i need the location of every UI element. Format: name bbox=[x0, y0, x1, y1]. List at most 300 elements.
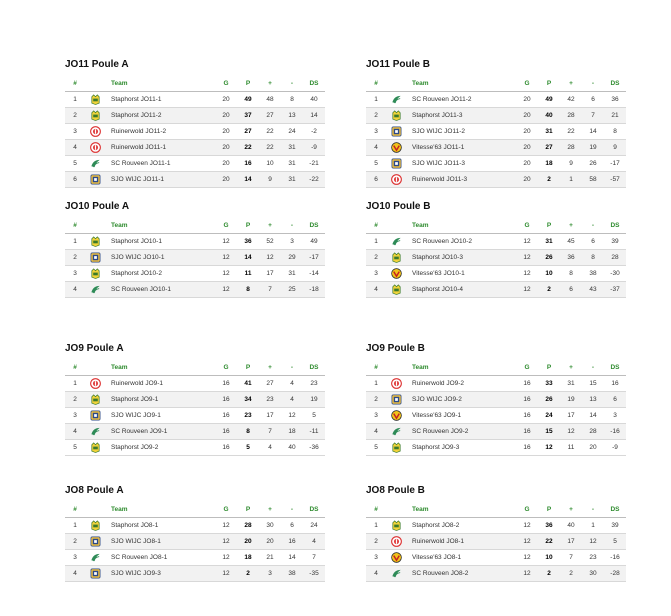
ruinerwold-icon bbox=[391, 536, 402, 547]
ruinerwold-icon bbox=[90, 142, 101, 153]
goals-for: 27 bbox=[259, 107, 281, 123]
table-row[interactable] bbox=[366, 391, 626, 407]
points: 14 bbox=[237, 249, 259, 265]
table-row[interactable] bbox=[65, 265, 325, 281]
goals-against: 31 bbox=[281, 265, 303, 281]
team-name[interactable]: SC Rouveen JO10-2 bbox=[406, 233, 516, 249]
points: 2 bbox=[538, 171, 560, 187]
poule-jo9-poule-a bbox=[65, 342, 323, 484]
games-played: 20 bbox=[215, 107, 237, 123]
table-row[interactable] bbox=[366, 139, 626, 155]
team-name[interactable]: SJO WIJC JO8-1 bbox=[105, 533, 215, 549]
header-ds: DS bbox=[604, 76, 626, 91]
table-row[interactable] bbox=[366, 265, 626, 281]
games-played: 20 bbox=[215, 123, 237, 139]
header-minus: - bbox=[281, 76, 303, 91]
team-name[interactable]: Staphorst JO10-4 bbox=[406, 281, 516, 297]
header-team: Team bbox=[105, 218, 215, 233]
points: 2 bbox=[538, 565, 560, 581]
table-row[interactable] bbox=[65, 375, 325, 391]
table-row[interactable] bbox=[366, 423, 626, 439]
games-played: 20 bbox=[215, 91, 237, 107]
vitesse-icon bbox=[391, 268, 402, 279]
games-played: 16 bbox=[215, 407, 237, 423]
team-name[interactable]: Staphorst JO11-1 bbox=[105, 91, 215, 107]
goals-against: 14 bbox=[582, 407, 604, 423]
poule-title: JO11 Poule B bbox=[366, 59, 430, 70]
games-played: 16 bbox=[516, 423, 538, 439]
team-name[interactable]: SC Rouveen JO9-1 bbox=[105, 423, 215, 439]
goals-against: 6 bbox=[582, 233, 604, 249]
header-g: G bbox=[516, 76, 538, 91]
row-position: 2 bbox=[65, 391, 85, 407]
club-logo-cell bbox=[85, 107, 105, 123]
header-plus: + bbox=[560, 218, 582, 233]
header-ds: DS bbox=[303, 502, 325, 517]
poule-jo9-poule-b bbox=[366, 342, 624, 484]
points: 31 bbox=[538, 123, 560, 139]
team-name[interactable]: Staphorst JO11-3 bbox=[406, 107, 516, 123]
goal-difference: -28 bbox=[604, 565, 626, 581]
games-played: 12 bbox=[215, 549, 237, 565]
table-row[interactable] bbox=[65, 233, 325, 249]
games-played: 12 bbox=[215, 265, 237, 281]
team-name[interactable]: SJO WIJC JO11-2 bbox=[406, 123, 516, 139]
team-name[interactable]: SJO WIJC JO9-1 bbox=[105, 407, 215, 423]
goals-against: 26 bbox=[582, 155, 604, 171]
goals-for: 12 bbox=[259, 249, 281, 265]
staphorst-icon bbox=[90, 110, 101, 121]
header-pos: # bbox=[366, 360, 386, 375]
staphorst-icon bbox=[90, 94, 101, 105]
header-row bbox=[65, 360, 325, 375]
goals-against: 15 bbox=[582, 375, 604, 391]
games-played: 16 bbox=[215, 391, 237, 407]
games-played: 12 bbox=[516, 249, 538, 265]
team-name[interactable]: Ruinerwold JO11-2 bbox=[105, 123, 215, 139]
table-row[interactable] bbox=[65, 423, 325, 439]
table-row[interactable] bbox=[366, 533, 626, 549]
header-team: Team bbox=[105, 360, 215, 375]
table-row[interactable] bbox=[65, 407, 325, 423]
table-row[interactable] bbox=[65, 107, 325, 123]
goals-for: 17 bbox=[259, 265, 281, 281]
goals-against: 19 bbox=[582, 139, 604, 155]
club-logo-cell bbox=[386, 391, 406, 407]
team-name[interactable]: Ruinerwold JO8-1 bbox=[406, 533, 516, 549]
goals-for: 22 bbox=[259, 139, 281, 155]
table-row[interactable] bbox=[65, 123, 325, 139]
points: 26 bbox=[538, 249, 560, 265]
goal-difference: -18 bbox=[303, 281, 325, 297]
team-name[interactable]: Ruinerwold JO9-2 bbox=[406, 375, 516, 391]
row-position: 4 bbox=[65, 565, 85, 581]
goals-for: 48 bbox=[259, 91, 281, 107]
goals-against: 14 bbox=[281, 549, 303, 565]
games-played: 12 bbox=[215, 281, 237, 297]
header-g: G bbox=[215, 76, 237, 91]
goals-against: 7 bbox=[582, 107, 604, 123]
points: 2 bbox=[538, 281, 560, 297]
header-logo bbox=[85, 218, 105, 233]
standings-table bbox=[65, 502, 325, 582]
staphorst-icon bbox=[391, 252, 402, 263]
team-name[interactable]: Ruinerwold JO9-1 bbox=[105, 375, 215, 391]
poule-jo10-poule-a bbox=[65, 200, 323, 342]
goals-for: 7 bbox=[259, 423, 281, 439]
points: 22 bbox=[538, 533, 560, 549]
team-name[interactable]: Staphorst JO9-3 bbox=[406, 439, 516, 455]
points: 36 bbox=[538, 517, 560, 533]
sjo-icon bbox=[391, 126, 402, 137]
table-row[interactable] bbox=[65, 171, 325, 187]
games-played: 12 bbox=[516, 533, 538, 549]
goal-difference: -36 bbox=[303, 439, 325, 455]
row-position: 2 bbox=[366, 107, 386, 123]
rouveen-icon bbox=[90, 158, 101, 169]
row-position: 1 bbox=[366, 517, 386, 533]
row-position: 6 bbox=[65, 171, 85, 187]
goals-for: 12 bbox=[560, 423, 582, 439]
goal-difference: 19 bbox=[303, 391, 325, 407]
team-name[interactable]: SC Rouveen JO11-2 bbox=[406, 91, 516, 107]
goals-for: 27 bbox=[259, 375, 281, 391]
points: 23 bbox=[237, 407, 259, 423]
team-name[interactable]: Staphorst JO10-3 bbox=[406, 249, 516, 265]
goal-difference: 14 bbox=[303, 107, 325, 123]
table-row[interactable] bbox=[65, 565, 325, 581]
header-g: G bbox=[516, 502, 538, 517]
row-position: 1 bbox=[65, 375, 85, 391]
goals-against: 12 bbox=[582, 533, 604, 549]
staphorst-icon bbox=[391, 110, 402, 121]
header-p: P bbox=[538, 360, 560, 375]
club-logo-cell bbox=[85, 265, 105, 281]
goals-against: 38 bbox=[281, 565, 303, 581]
header-logo bbox=[386, 502, 406, 517]
goals-against: 14 bbox=[582, 123, 604, 139]
team-name[interactable]: Staphorst JO8-2 bbox=[406, 517, 516, 533]
rouveen-icon bbox=[391, 94, 402, 105]
table-row[interactable] bbox=[366, 407, 626, 423]
row-position: 3 bbox=[65, 123, 85, 139]
row-position: 5 bbox=[65, 155, 85, 171]
poule-title: JO11 Poule A bbox=[65, 59, 129, 70]
ruinerwold-icon bbox=[391, 174, 402, 185]
table-row[interactable] bbox=[366, 91, 626, 107]
header-logo bbox=[386, 218, 406, 233]
team-name[interactable]: SJO WIJC JO9-3 bbox=[105, 565, 215, 581]
club-logo-cell bbox=[386, 171, 406, 187]
team-name[interactable]: Staphorst JO9-1 bbox=[105, 391, 215, 407]
points: 31 bbox=[538, 233, 560, 249]
goals-for: 42 bbox=[560, 91, 582, 107]
table-row[interactable] bbox=[65, 139, 325, 155]
points: 5 bbox=[237, 439, 259, 455]
club-logo-cell bbox=[386, 533, 406, 549]
goals-against: 31 bbox=[281, 171, 303, 187]
goal-difference: 6 bbox=[604, 391, 626, 407]
goal-difference: 4 bbox=[303, 533, 325, 549]
goals-for: 20 bbox=[259, 533, 281, 549]
points: 36 bbox=[237, 233, 259, 249]
header-minus: - bbox=[281, 360, 303, 375]
header-p: P bbox=[237, 502, 259, 517]
header-ds: DS bbox=[604, 360, 626, 375]
table-row[interactable] bbox=[366, 107, 626, 123]
goals-for: 17 bbox=[560, 533, 582, 549]
team-name[interactable]: SJO WIJC JO9-2 bbox=[406, 391, 516, 407]
goals-against: 30 bbox=[582, 565, 604, 581]
games-played: 16 bbox=[516, 375, 538, 391]
row-position: 4 bbox=[366, 281, 386, 297]
games-played: 12 bbox=[215, 249, 237, 265]
games-played: 20 bbox=[516, 107, 538, 123]
goals-for: 17 bbox=[560, 407, 582, 423]
goal-difference: -21 bbox=[303, 155, 325, 171]
club-logo-cell bbox=[85, 391, 105, 407]
goals-against: 31 bbox=[281, 155, 303, 171]
header-team: Team bbox=[105, 502, 215, 517]
header-pos: # bbox=[65, 76, 85, 91]
table-row[interactable] bbox=[366, 155, 626, 171]
standings-table bbox=[65, 360, 325, 456]
poule-title: JO9 Poule B bbox=[366, 343, 425, 354]
poule-jo8-poule-b bbox=[366, 484, 624, 616]
row-position: 5 bbox=[65, 439, 85, 455]
row-position: 6 bbox=[366, 171, 386, 187]
goal-difference: -30 bbox=[604, 265, 626, 281]
header-plus: + bbox=[560, 76, 582, 91]
goal-difference: -35 bbox=[303, 565, 325, 581]
team-name[interactable]: Staphorst JO10-1 bbox=[105, 233, 215, 249]
team-name[interactable]: Vitesse'63 JO11-1 bbox=[406, 139, 516, 155]
team-name[interactable]: SJO WIJC JO11-3 bbox=[406, 155, 516, 171]
goals-against: 31 bbox=[281, 139, 303, 155]
goals-for: 4 bbox=[259, 439, 281, 455]
table-row[interactable] bbox=[366, 517, 626, 533]
table-row[interactable] bbox=[65, 91, 325, 107]
row-position: 3 bbox=[65, 265, 85, 281]
sjo-icon bbox=[90, 568, 101, 579]
header-ds: DS bbox=[303, 360, 325, 375]
goal-difference: 16 bbox=[604, 375, 626, 391]
club-logo-cell bbox=[85, 281, 105, 297]
games-played: 16 bbox=[215, 423, 237, 439]
staphorst-icon bbox=[90, 520, 101, 531]
team-name[interactable]: Ruinerwold JO11-3 bbox=[406, 171, 516, 187]
team-name[interactable]: Ruinerwold JO11-1 bbox=[105, 139, 215, 155]
games-played: 12 bbox=[516, 281, 538, 297]
table-row[interactable] bbox=[366, 233, 626, 249]
points: 26 bbox=[538, 391, 560, 407]
goal-difference: 5 bbox=[604, 533, 626, 549]
team-name[interactable]: Staphorst JO8-1 bbox=[105, 517, 215, 533]
staphorst-icon bbox=[391, 442, 402, 453]
vitesse-icon bbox=[391, 410, 402, 421]
rouveen-icon bbox=[90, 284, 101, 295]
standings-table bbox=[366, 360, 626, 456]
goals-for: 3 bbox=[259, 565, 281, 581]
header-minus: - bbox=[582, 360, 604, 375]
goals-against: 20 bbox=[582, 439, 604, 455]
games-played: 20 bbox=[516, 155, 538, 171]
header-team: Team bbox=[406, 502, 516, 517]
table-row[interactable] bbox=[65, 439, 325, 455]
poule-jo8-poule-a bbox=[65, 484, 323, 616]
poule-title: JO8 Poule A bbox=[65, 485, 124, 496]
header-team: Team bbox=[406, 218, 516, 233]
goal-difference: 23 bbox=[303, 375, 325, 391]
row-position: 2 bbox=[65, 249, 85, 265]
table-row[interactable] bbox=[65, 155, 325, 171]
games-played: 20 bbox=[516, 139, 538, 155]
games-played: 12 bbox=[215, 533, 237, 549]
games-played: 12 bbox=[516, 265, 538, 281]
poule-jo11-poule-b bbox=[366, 58, 624, 200]
sjo-icon bbox=[391, 394, 402, 405]
table-row[interactable] bbox=[65, 249, 325, 265]
goals-against: 8 bbox=[582, 249, 604, 265]
team-name[interactable]: Vitesse'63 JO10-1 bbox=[406, 265, 516, 281]
table-row[interactable] bbox=[366, 375, 626, 391]
team-name[interactable]: Staphorst JO10-2 bbox=[105, 265, 215, 281]
standings-table bbox=[366, 502, 626, 582]
goals-against: 29 bbox=[281, 249, 303, 265]
club-logo-cell bbox=[386, 517, 406, 533]
staphorst-icon bbox=[90, 442, 101, 453]
team-name[interactable]: SC Rouveen JO10-1 bbox=[105, 281, 215, 297]
vitesse-icon bbox=[391, 142, 402, 153]
team-name[interactable]: Vitesse'63 JO9-1 bbox=[406, 407, 516, 423]
club-logo-cell bbox=[85, 249, 105, 265]
goals-for: 52 bbox=[259, 233, 281, 249]
goal-difference: 49 bbox=[303, 233, 325, 249]
goals-for: 9 bbox=[560, 155, 582, 171]
goals-against: 13 bbox=[281, 107, 303, 123]
goals-against: 38 bbox=[582, 265, 604, 281]
header-minus: - bbox=[582, 218, 604, 233]
header-plus: + bbox=[560, 360, 582, 375]
points: 49 bbox=[538, 91, 560, 107]
goals-for: 31 bbox=[560, 375, 582, 391]
points: 41 bbox=[237, 375, 259, 391]
team-name[interactable]: SC Rouveen JO9-2 bbox=[406, 423, 516, 439]
ruinerwold-icon bbox=[391, 378, 402, 389]
header-ds: DS bbox=[303, 218, 325, 233]
goal-difference: 7 bbox=[303, 549, 325, 565]
club-logo-cell bbox=[386, 249, 406, 265]
goal-difference: 21 bbox=[604, 107, 626, 123]
row-position: 2 bbox=[65, 533, 85, 549]
standings-table bbox=[65, 76, 325, 188]
ruinerwold-icon bbox=[90, 126, 101, 137]
rouveen-icon bbox=[391, 568, 402, 579]
team-name[interactable]: SC Rouveen JO8-1 bbox=[105, 549, 215, 565]
goals-for: 6 bbox=[560, 281, 582, 297]
goal-difference: -9 bbox=[604, 439, 626, 455]
goal-difference: 28 bbox=[604, 249, 626, 265]
games-played: 12 bbox=[516, 549, 538, 565]
points: 37 bbox=[237, 107, 259, 123]
header-logo bbox=[85, 76, 105, 91]
goals-against: 6 bbox=[281, 517, 303, 533]
table-row[interactable] bbox=[366, 549, 626, 565]
table-row[interactable] bbox=[65, 533, 325, 549]
goals-for: 30 bbox=[259, 517, 281, 533]
team-name[interactable]: Staphorst JO11-2 bbox=[105, 107, 215, 123]
table-row[interactable] bbox=[366, 565, 626, 581]
games-played: 16 bbox=[516, 391, 538, 407]
row-position: 3 bbox=[366, 407, 386, 423]
points: 27 bbox=[237, 123, 259, 139]
club-logo-cell bbox=[85, 375, 105, 391]
table-row[interactable] bbox=[65, 517, 325, 533]
table-row[interactable] bbox=[366, 123, 626, 139]
games-played: 12 bbox=[516, 565, 538, 581]
table-row[interactable] bbox=[65, 391, 325, 407]
club-logo-cell bbox=[386, 123, 406, 139]
row-position: 1 bbox=[366, 375, 386, 391]
row-position: 1 bbox=[65, 517, 85, 533]
club-logo-cell bbox=[386, 139, 406, 155]
table-row[interactable] bbox=[366, 249, 626, 265]
team-name[interactable]: SC Rouveen JO8-2 bbox=[406, 565, 516, 581]
goal-difference: 8 bbox=[604, 123, 626, 139]
goals-against: 12 bbox=[281, 407, 303, 423]
club-logo-cell bbox=[85, 233, 105, 249]
table-row[interactable] bbox=[65, 281, 325, 297]
header-p: P bbox=[538, 76, 560, 91]
header-g: G bbox=[215, 218, 237, 233]
header-row bbox=[366, 360, 626, 375]
team-name[interactable]: SJO WIJC JO11-1 bbox=[105, 171, 215, 187]
club-logo-cell bbox=[85, 171, 105, 187]
table-row[interactable] bbox=[366, 281, 626, 297]
poule-jo10-poule-b bbox=[366, 200, 624, 342]
team-name[interactable]: SJO WIJC JO10-1 bbox=[105, 249, 215, 265]
games-played: 12 bbox=[215, 517, 237, 533]
goals-for: 36 bbox=[560, 249, 582, 265]
row-position: 2 bbox=[366, 533, 386, 549]
header-pos: # bbox=[366, 502, 386, 517]
goals-for: 1 bbox=[560, 171, 582, 187]
points: 34 bbox=[237, 391, 259, 407]
header-plus: + bbox=[259, 76, 281, 91]
table-row[interactable] bbox=[366, 171, 626, 187]
header-p: P bbox=[538, 218, 560, 233]
goals-for: 28 bbox=[560, 139, 582, 155]
club-logo-cell bbox=[85, 123, 105, 139]
points: 33 bbox=[538, 375, 560, 391]
goals-for: 19 bbox=[560, 391, 582, 407]
team-name[interactable]: Vitesse'63 JO8-1 bbox=[406, 549, 516, 565]
table-row[interactable] bbox=[65, 549, 325, 565]
goals-for: 8 bbox=[560, 265, 582, 281]
goal-difference: 39 bbox=[604, 517, 626, 533]
left-column bbox=[65, 58, 323, 616]
club-logo-cell bbox=[85, 91, 105, 107]
games-played: 16 bbox=[215, 439, 237, 455]
team-name[interactable]: SC Rouveen JO11-1 bbox=[105, 155, 215, 171]
goal-difference: -16 bbox=[604, 549, 626, 565]
table-row[interactable] bbox=[366, 439, 626, 455]
goal-difference: -17 bbox=[303, 249, 325, 265]
points: 14 bbox=[237, 171, 259, 187]
points: 15 bbox=[538, 423, 560, 439]
games-played: 20 bbox=[215, 155, 237, 171]
team-name[interactable]: Staphorst JO9-2 bbox=[105, 439, 215, 455]
